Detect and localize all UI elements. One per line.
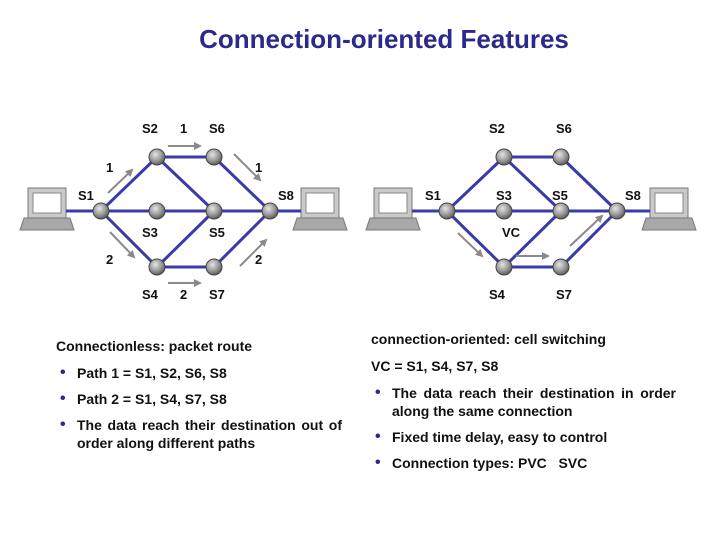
- label-s3: S3: [142, 225, 158, 240]
- path-label-bottom-left: 2: [106, 252, 114, 267]
- node-s4: [496, 259, 512, 275]
- right-right-computer-icon: [642, 188, 696, 230]
- left-path-arrows: [108, 146, 266, 283]
- label-s8: S8: [278, 188, 294, 203]
- connection-oriented-list: [371, 384, 676, 472]
- list-item: • Path 1 = S1, S2, S6, S8: [56, 364, 342, 382]
- label-s7: S7: [209, 287, 225, 302]
- label-s6: S6: [556, 121, 572, 136]
- list-item: • The data reach their destination in order along the same connection: [371, 384, 676, 420]
- left-computer-icon: [20, 188, 74, 230]
- path-label-top-right: 1: [255, 160, 263, 175]
- label-s4: S4: [142, 287, 158, 302]
- left-diagram: [20, 121, 347, 302]
- node-s2: [496, 149, 512, 165]
- path-label-bottom-mid: 2: [180, 287, 188, 302]
- connectionless-list: [56, 364, 342, 452]
- node-s4: [149, 259, 165, 275]
- label-s4: S4: [489, 287, 505, 302]
- label-s5: S5: [209, 225, 225, 240]
- node-s7: [553, 259, 569, 275]
- node-s8: [262, 203, 278, 219]
- vc-definition: VC = S1, S4, S7, S8: [371, 358, 499, 374]
- label-s1: S1: [425, 188, 441, 203]
- node-s5: [553, 203, 569, 219]
- label-s6: S6: [209, 121, 225, 136]
- list-item: • Path 2 = S1, S4, S7, S8: [56, 390, 342, 408]
- node-s7: [206, 259, 222, 275]
- connectionless-heading: Connectionless: packet route: [56, 338, 253, 354]
- path-label-bottom-right: 2: [255, 252, 263, 267]
- label-s8: S8: [625, 188, 641, 203]
- label-s5: S5: [552, 188, 568, 203]
- list-item: • Connection types: PVC SVC: [371, 454, 676, 472]
- node-s3: [149, 203, 165, 219]
- path-label-top-mid: 1: [180, 121, 188, 136]
- node-s6: [553, 149, 569, 165]
- label-s3: S3: [496, 188, 512, 203]
- node-s5: [206, 203, 222, 219]
- right-computer-icon: [293, 188, 347, 230]
- label-vc: VC: [502, 225, 521, 240]
- list-item: • The data reach their destination out of order along different paths: [56, 416, 342, 452]
- connection-oriented-description: [371, 330, 676, 480]
- node-s6: [206, 149, 222, 165]
- list-item: • Fixed time delay, easy to control: [371, 428, 676, 446]
- connection-oriented-heading: connection-oriented: cell switching: [371, 331, 606, 347]
- node-s1: [439, 203, 455, 219]
- label-s2: S2: [142, 121, 158, 136]
- right-diagram: [366, 121, 696, 302]
- label-s1: S1: [78, 188, 94, 203]
- node-s3: [496, 203, 512, 219]
- node-s2: [149, 149, 165, 165]
- right-vc-arrows: [458, 216, 602, 256]
- path-label-top-left: 1: [106, 160, 114, 175]
- page-title: Connection-oriented Features: [199, 24, 569, 54]
- label-s7: S7: [556, 287, 572, 302]
- node-s1: [93, 203, 109, 219]
- right-left-computer-icon: [366, 188, 420, 230]
- label-s2: S2: [489, 121, 505, 136]
- node-s8: [609, 203, 625, 219]
- connectionless-description: [56, 337, 342, 460]
